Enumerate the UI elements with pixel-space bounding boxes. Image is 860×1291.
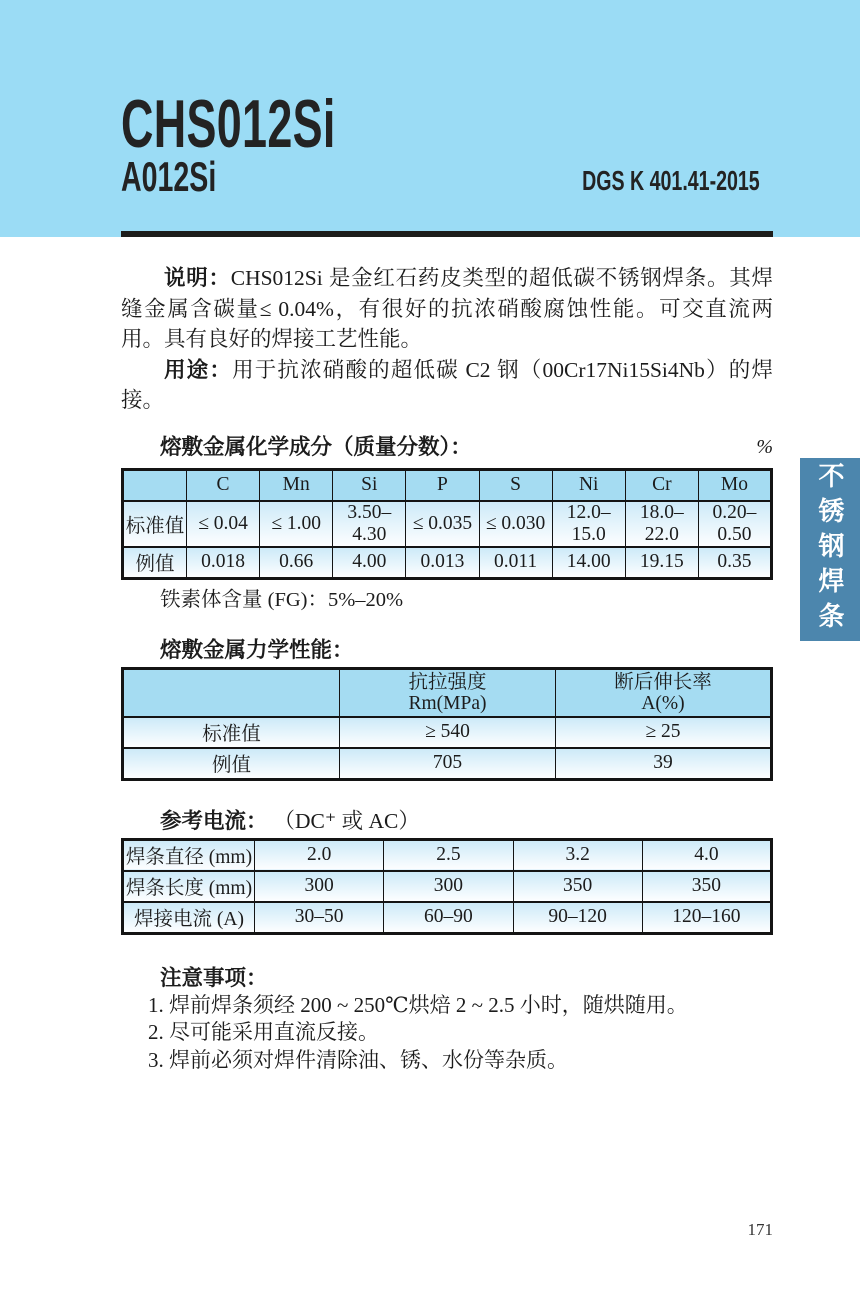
description-block [121,263,773,416]
row-label: 例值 [123,547,187,579]
column-header-line1: 断后伸长率 [614,671,712,693]
description-text: CHS012Si 是金红石药皮类型的超低碳不锈钢焊条。其焊缝金属含碳量≤ 0.04%，有很好的抗浓硝酸腐蚀性能。可交直流两用。具有良好的焊接工艺性能。 [121,266,773,351]
notes-block [121,964,773,1075]
section-heading-chemical-text: 熔敷金属化学成分（质量分数）： [160,434,472,459]
table-row [123,748,772,780]
column-header: Si [333,469,406,501]
section-heading-current-text: 参考电流： [160,808,268,833]
column-header [123,668,340,717]
value-cell: 18.0–22.0 [625,501,698,547]
ferrite-content-note: 铁素体含量 (FG)：5%–20% [160,588,404,611]
table-row [123,871,772,902]
note-item: 2. 尽可能采用直流反接。 [148,1020,379,1044]
value-cell: 12.0–15.0 [552,501,625,547]
notes-title: 注意事项： [160,965,268,990]
value-cell: 30–50 [255,902,384,934]
value-cell: 0.018 [187,547,260,579]
value-cell: 705 [340,748,556,780]
usage-paragraph [121,355,773,416]
column-header: Mo [698,469,771,501]
header-band [0,0,860,237]
description-paragraph [121,263,773,355]
value-cell: ≤ 0.030 [479,501,552,547]
column-header: C [187,469,260,501]
value-cell: ≥ 25 [556,717,772,748]
value-cell: 2.0 [255,839,384,871]
value-cell: 39 [556,748,772,780]
row-label: 例值 [123,748,340,780]
column-header-line2: A(%) [641,692,685,714]
row-label: 焊接电流 (A) [123,902,255,934]
table-row [123,902,772,934]
column-header [556,668,772,717]
usage-label: 用途： [164,357,233,382]
value-cell: ≤ 0.04 [187,501,260,547]
value-cell: 90–120 [513,902,642,934]
usage-text: 用于抗浓硝酸的超低碳 C2 钢（00Cr17Ni15Si4Nb）的焊接。 [121,357,773,412]
value-cell: 4.0 [642,839,771,871]
column-header: Ni [552,469,625,501]
value-cell: 120–160 [642,902,771,934]
row-label: 焊条直径 (mm) [123,839,255,871]
value-cell: 0.011 [479,547,552,579]
table-row [123,839,772,871]
chemical-composition-table [121,468,773,580]
note-item: 1. 焊前焊条须经 200 ~ 250℃烘焙 2 ~ 2.5 小时，随烘随用。 [148,992,688,1017]
note-item: 3. 焊前必须对焊件清除油、锈、水份等杂质。 [148,1047,568,1072]
value-cell: 4.00 [333,547,406,579]
mechanical-properties-table [121,667,773,781]
value-cell: 2.5 [384,839,513,871]
value-cell: 60–90 [384,902,513,934]
value-cell: 300 [384,871,513,902]
value-cell: ≥ 540 [340,717,556,748]
value-cell: 3.2 [513,839,642,871]
value-cell: 14.00 [552,547,625,579]
section-heading-current-suffix: （DC⁺ 或 AC） [273,808,420,833]
value-cell: ≤ 1.00 [260,501,333,547]
value-cell: 350 [513,871,642,902]
row-label: 焊条长度 (mm) [123,871,255,902]
category-side-tab-label: 不锈钢焊条 [815,462,845,637]
column-header: S [479,469,552,501]
column-header [340,668,556,717]
section-heading-chemical [121,433,773,461]
column-header-line1: 抗拉强度 [408,671,487,693]
product-title: CHS012Si [121,86,336,162]
row-label: 标准值 [123,717,340,748]
value-cell: 0.20–0.50 [698,501,771,547]
table-row [123,717,772,748]
column-header: P [406,469,479,501]
value-cell: 300 [255,871,384,902]
standard-code: DGS K 401.41-2015 [582,165,760,196]
product-alias: A012Si [121,153,217,200]
column-header [123,469,187,501]
value-cell: 3.50–4.30 [333,501,406,547]
reference-current-table [121,838,773,935]
value-cell: 0.66 [260,547,333,579]
value-cell: ≤ 0.035 [406,501,479,547]
value-cell: 0.35 [698,547,771,579]
description-label: 说明： [164,266,231,290]
unit-label: % [756,435,773,458]
section-heading-mechanical: 熔敷金属力学性能： [160,637,354,662]
section-heading-current [121,807,773,835]
table-row [123,501,772,547]
column-header: Mn [260,469,333,501]
column-header: Cr [625,469,698,501]
value-cell: 19.15 [625,547,698,579]
page-number: 171 [747,1220,773,1239]
value-cell: 0.013 [406,547,479,579]
table-row [123,547,772,579]
table-header-row [123,668,772,717]
row-label: 标准值 [123,501,187,547]
page-content [121,237,773,1074]
column-header-line2: Rm(MPa) [408,692,487,714]
category-side-tab [800,458,860,641]
table-header-row [123,469,772,501]
value-cell: 350 [642,871,771,902]
